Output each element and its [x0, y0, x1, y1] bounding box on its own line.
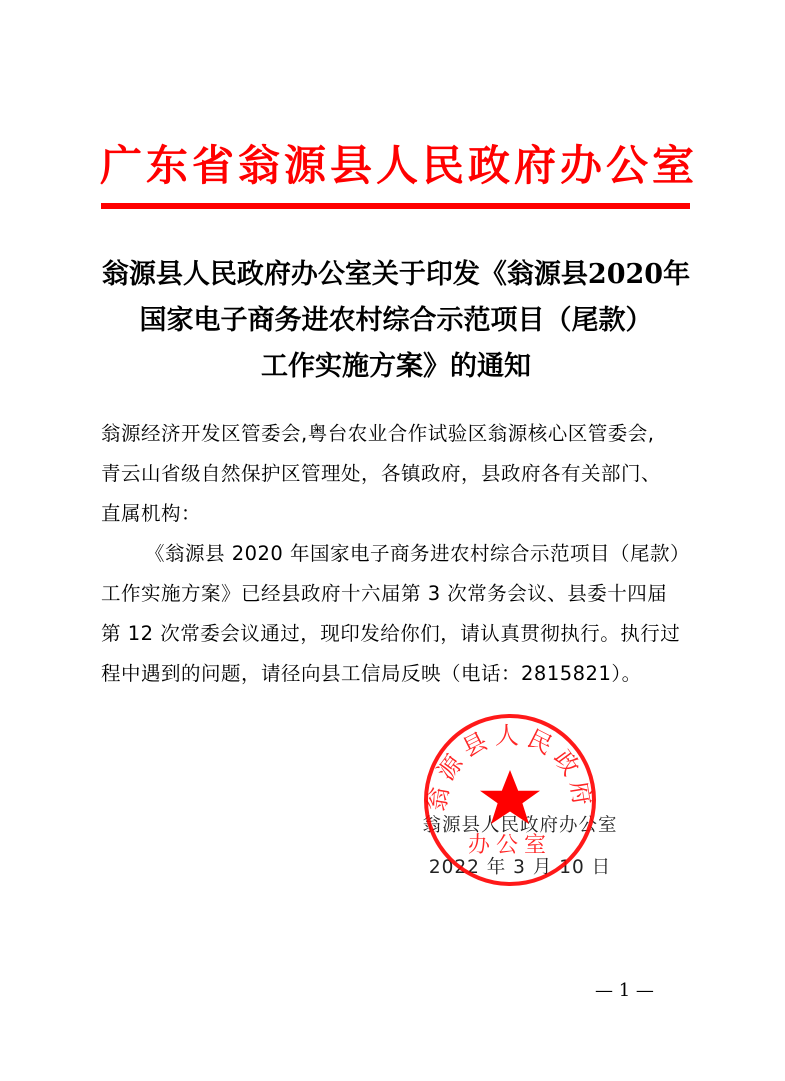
addressee-line: 翁源经济开发区管委会,粤台农业合作试验区翁源核心区管委会, [101, 422, 655, 445]
star-icon [480, 770, 540, 824]
title-line: 国家电子商务进农村综合示范项目（尾款） [139, 305, 653, 336]
official-seal [420, 712, 600, 892]
red-divider-rule [101, 203, 690, 209]
signature-date: 2022 年 3 月 10 日 [428, 857, 612, 878]
seal-bottom-text: 办公室 [467, 833, 553, 858]
seal-arc-text: 翁源县人民政府 [422, 721, 598, 814]
signature-organization: 翁源县人民政府办公室 [422, 815, 618, 836]
paragraph-line: 程中遇到的问题，请径向县工信局反映（电话：2815821）。 [101, 662, 642, 685]
paragraph-line: 工作实施方案》已经县政府十六届第 3 次常务会议、县委十四届 [101, 582, 668, 605]
title-line: 工作实施方案》的通知 [261, 351, 531, 382]
document-title [96, 252, 696, 390]
title-line: 翁源县人民政府办公室关于印发《翁源县2020年 [101, 259, 691, 290]
page-number: — 1 — [595, 980, 654, 1001]
issuer-header: 广东省翁源县人民政府办公室 [100, 141, 699, 190]
addressee-line: 青云山省级自然保护区管理处，各镇政府，县政府各有关部门、 [101, 462, 662, 485]
document-body [101, 414, 693, 694]
paragraph-line: 第 12 次常委会议通过，现印发给你们，请认真贯彻执行。执行过 [101, 622, 681, 645]
paragraph-line: 《翁源县 2020 年国家电子商务进农村综合示范项目（尾款） [145, 542, 691, 565]
addressee-line: 直属机构： [101, 502, 202, 525]
